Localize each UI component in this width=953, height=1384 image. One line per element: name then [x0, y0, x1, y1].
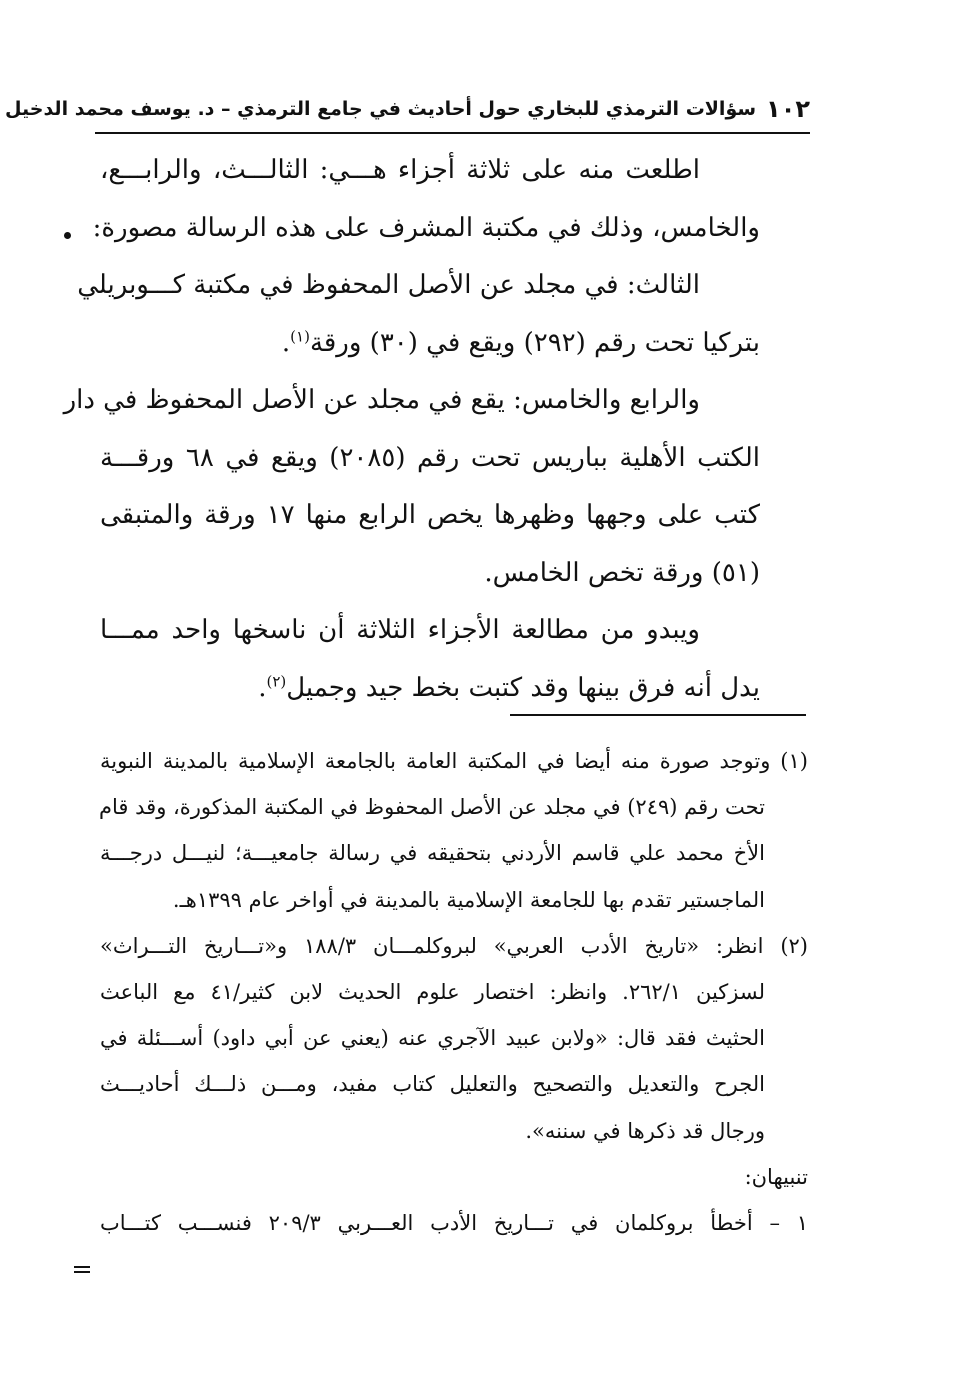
paragraph-2: [77, 257, 760, 372]
footnote-line: لسزكين ٢٦٢/١. وانظر: اختصار علوم الحديث لابن كثير/٤١ مع الباعث: [100, 980, 766, 1005]
header-rule: [95, 132, 810, 134]
footnote-line: (٢) انظر: «تاريخ الأدب العربي» لبروكلمـــان ١٨٨/٣ و«تـــاريخ التـــراث»: [100, 933, 808, 958]
text-line: اطلعت منه على ثلاثة أجزاء هـــي: الثالـــث، والرابـــع،: [100, 155, 700, 185]
paragraph-3: [63, 372, 760, 602]
page-header: [5, 88, 810, 130]
footnote-line: الأخ محمد علي قاسم الأردني بتحقيقه في رسالة جامعيـــة؛ لنيـــل درجـــة: [100, 841, 765, 866]
footnote-line: الحثيث فقد قال: «ولابن عبيد الآجري عنه (يعني عن أبي داود) أســـئلة في: [100, 1026, 765, 1051]
margin-dot: [64, 232, 71, 239]
text-line-content: يدل أنه فرق بينها وقد كتبت بخط جيد وجميل: [286, 672, 760, 703]
sentence-end: .: [258, 672, 267, 703]
text-line: الثالث: في مجلد عن الأصل المحفوظ في مكتبة كـــوبريلي: [77, 270, 700, 300]
text-line: [100, 315, 760, 373]
footnote-2: [100, 923, 808, 1154]
text-line-content: بتركيا تحت رقم (٢٩٢) ويقع في (٣٠) ورقة: [309, 327, 760, 358]
text-line: والرابع والخامس: يقع في مجلد عن الأصل المحفوظ في دار: [63, 385, 700, 415]
notes-heading: تنبيهان:: [744, 1164, 808, 1189]
footnote-ref: (١): [290, 326, 310, 345]
running-title: سؤالات الترمذي للبخاري حول أحاديث في جامع الترمذي – د. يوسف محمد الدخيل: [5, 98, 757, 120]
note-line: ١ – أخطأ بروكلمان في تـــاريخ الأدب العـــربي ٢٠٩/٣ فنســـب كتـــاب: [100, 1211, 808, 1236]
footnote-line: الجرح والتعديل والتصحيح والتعليل كتاب مفيد، ومـــن ذلـــك أحاديـــث: [100, 1072, 765, 1097]
page-number: ١٠٢: [766, 95, 810, 123]
text-line: (٥١) ورقة تخص الخامس.: [484, 557, 760, 588]
text-line: كتب على وجهها وظهرها يخص الرابع منها ١٧ ورقة والمتبقى: [100, 500, 760, 530]
main-text: [63, 142, 760, 717]
footnote-1: [100, 738, 808, 923]
text-line: الكتب الأهلية بباريس تحت رقم (٢٠٨٥) ويقع في ٦٨ ورقـــة: [100, 442, 760, 473]
footnotes: [100, 738, 808, 1246]
text-line: والخامس، وذلك في مكتبة المشرف على هذه الرسالة مصورة:: [92, 212, 760, 243]
text-line: ويبدو من مطالعة الأجزاء الثلاثة أن ناسخها واحد ممـــا: [100, 615, 700, 645]
paragraph-4: [100, 602, 760, 717]
footnote-line: (١) وتوجد صورة منه أيضا في المكتبة العامة بالجامعة الإسلامية بالمدينة النبوية: [100, 749, 808, 773]
margin-mark: [74, 1266, 90, 1276]
sentence-end: .: [281, 327, 291, 358]
footnote-separator: [510, 714, 806, 716]
footnote-line: الماجستير تقدم بها للجامعة الإسلامية بالمدينة في أواخر عام ١٣٩٩هـ.: [172, 887, 765, 912]
paragraph-1: [92, 142, 760, 257]
footnote-line: ورجال قد ذكرها في سننه».: [525, 1118, 765, 1143]
text-line: [100, 660, 760, 718]
footnote-ref: (٢): [266, 671, 287, 690]
footnote-line: تحت رقم (٢٤٩) في مجلد عن الأصل المحفوظ في المكتبة المذكورة، وقد قام: [99, 795, 765, 820]
